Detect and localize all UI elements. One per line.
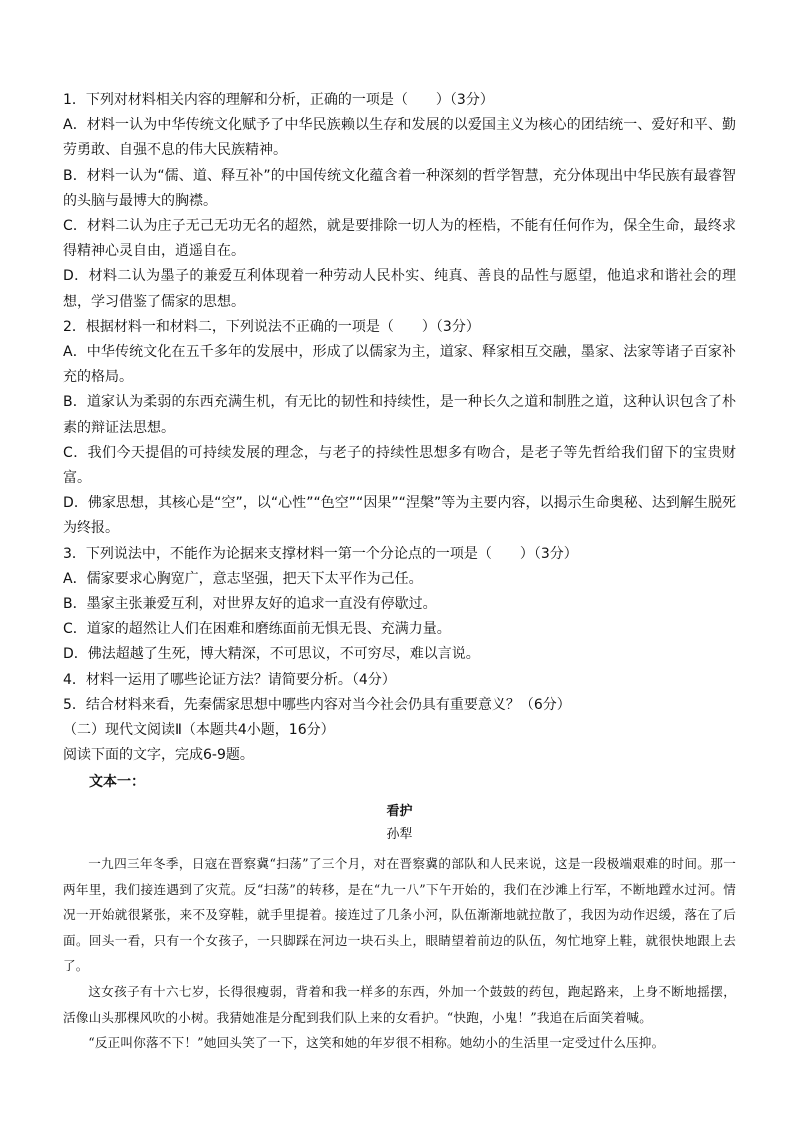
article-paragraph: 这女孩子有十六七岁，长得很瘦弱，背着和我一样多的东西，外加一个鼓鼓的药包，跑起路来，上身不断地摇摆，活像山头那棵风吹的小树。我猜她准是分配到我们队上来的女看护。“快跑，小鬼！”我追在后面笑着喊。 <box>63 984 736 1025</box>
question-stem: 3．下列说法中，不能作为论据来支撑材料一第一个分论点的一项是（ ）（3分） <box>63 545 578 562</box>
question-option: C．道家的超然让人们在困难和磨练面前无惧无畏、充满力量。 <box>63 621 451 638</box>
question-stem: 1．下列对材料相关内容的理解和分析，正确的一项是（ ）（3分） <box>63 92 494 108</box>
section-instruction: 阅读下面的文字，完成6-9题。 <box>63 747 254 764</box>
question-stem: 4．材料一运用了哪些论证方法？请简要分析。（4分） <box>63 671 396 688</box>
question-stem: 5．结合材料来看，先秦儒家思想中哪些内容对当今社会仍具有重要意义？（6分） <box>63 696 571 713</box>
question-option: A．儒家要求心胸宽广，意志坚强，把天下太平作为己任。 <box>63 570 423 587</box>
question-option: C．我们今天提倡的可持续发展的理念，与老子的持续性思想多有吻合，是老子等先哲给我们留下的宝贵财富。 <box>63 444 736 487</box>
question-4 <box>63 668 736 693</box>
question-list <box>63 88 736 718</box>
article-author: 孙犁 <box>386 827 413 843</box>
question-option: A．中华传统文化在五千多年的发展中，形成了以儒家为主，道家、释家相互交融，墨家、法家等诸子百家补充的格局。 <box>63 344 736 386</box>
article-paragraph: 一九四三年冬季，日寇在晋察冀“扫荡”了三个月，对在晋察冀的部队和人民来说，这是一段极端艰难的时间。那一两年里，我们接连遇到了灾荒。反“扫荡”的转移，是在“九一八”下午开始的，我们在沙滩上行军，不断地蹚水过河。情况一开始就很紧张，来不及穿鞋，就手里提着。接连过了几条小河，队伍渐渐地就拉散了，我因为动作迟缓，落在了后面。回头一看，只有一个女孩子，一只脚踩在河边一块石头上，眼睛望着前边的队伍，匆忙地穿上鞋，就很快地跟上去了。 <box>63 856 736 974</box>
question-option: D．佛法超越了生死，博大精深，不可思议，不可穷尽，难以言说。 <box>63 646 480 663</box>
article <box>63 801 736 1056</box>
question-option: A．材料一认为中华传统文化赋予了中华民族赖以生存和发展的以爱国主义为核心的团结统一、爱好和平、勤劳勇敢、自强不息的伟大民族精神。 <box>63 117 736 159</box>
question-5 <box>63 693 736 718</box>
question-option: C．材料二认为庄子无己无功无名的超然，就是要排除一切人为的桎梏，不能有任何作为，保全生命，最终求得精神心灵自由，逍遥自在。 <box>63 218 736 260</box>
question-option: D．佛家思想，其核心是“空”，以“心性”“色空”“因果”“涅槃”等为主要内容，以揭示生命奥秘、达到解生脱死为终报。 <box>63 495 736 537</box>
question-stem: 2．根据材料一和材料二，下列说法不正确的一项是（ ）（3分） <box>63 318 480 335</box>
question-2 <box>63 315 736 542</box>
question-option: D．材料二认为墨子的兼爱互利体现着一种劳动人民朴实、纯真、善良的品性与愿望，他追求和谐社会的理想，学习借鉴了儒家的思想。 <box>63 268 736 310</box>
question-3 <box>63 542 736 668</box>
question-option: B．材料一认为“儒、道、释互补”的中国传统文化蕴含着一种深刻的哲学智慧，充分体现出中华民族有最睿智的头脑与最博大的胸襟。 <box>63 167 736 209</box>
section-title: （二）现代文阅读Ⅱ（本题共4小题，16分） <box>63 722 335 739</box>
question-option: B．道家认为柔弱的东西充满生机，有无比的韧性和持续性，是一种长久之道和制胜之道，这种认识包含了朴素的辩证法思想。 <box>63 394 736 436</box>
article-title: 看护 <box>386 804 413 820</box>
text-one-label: 文本一： <box>89 774 145 791</box>
question-1 <box>63 88 736 315</box>
question-option: B．墨家主张兼爱互利，对世界友好的追求一直没有停歇过。 <box>63 596 437 613</box>
article-paragraph: “反正叫你落不下！”她回头笑了一下，这笑和她的年岁很不相称。她幼小的生活里一定受过什么压抑。 <box>88 1035 665 1051</box>
